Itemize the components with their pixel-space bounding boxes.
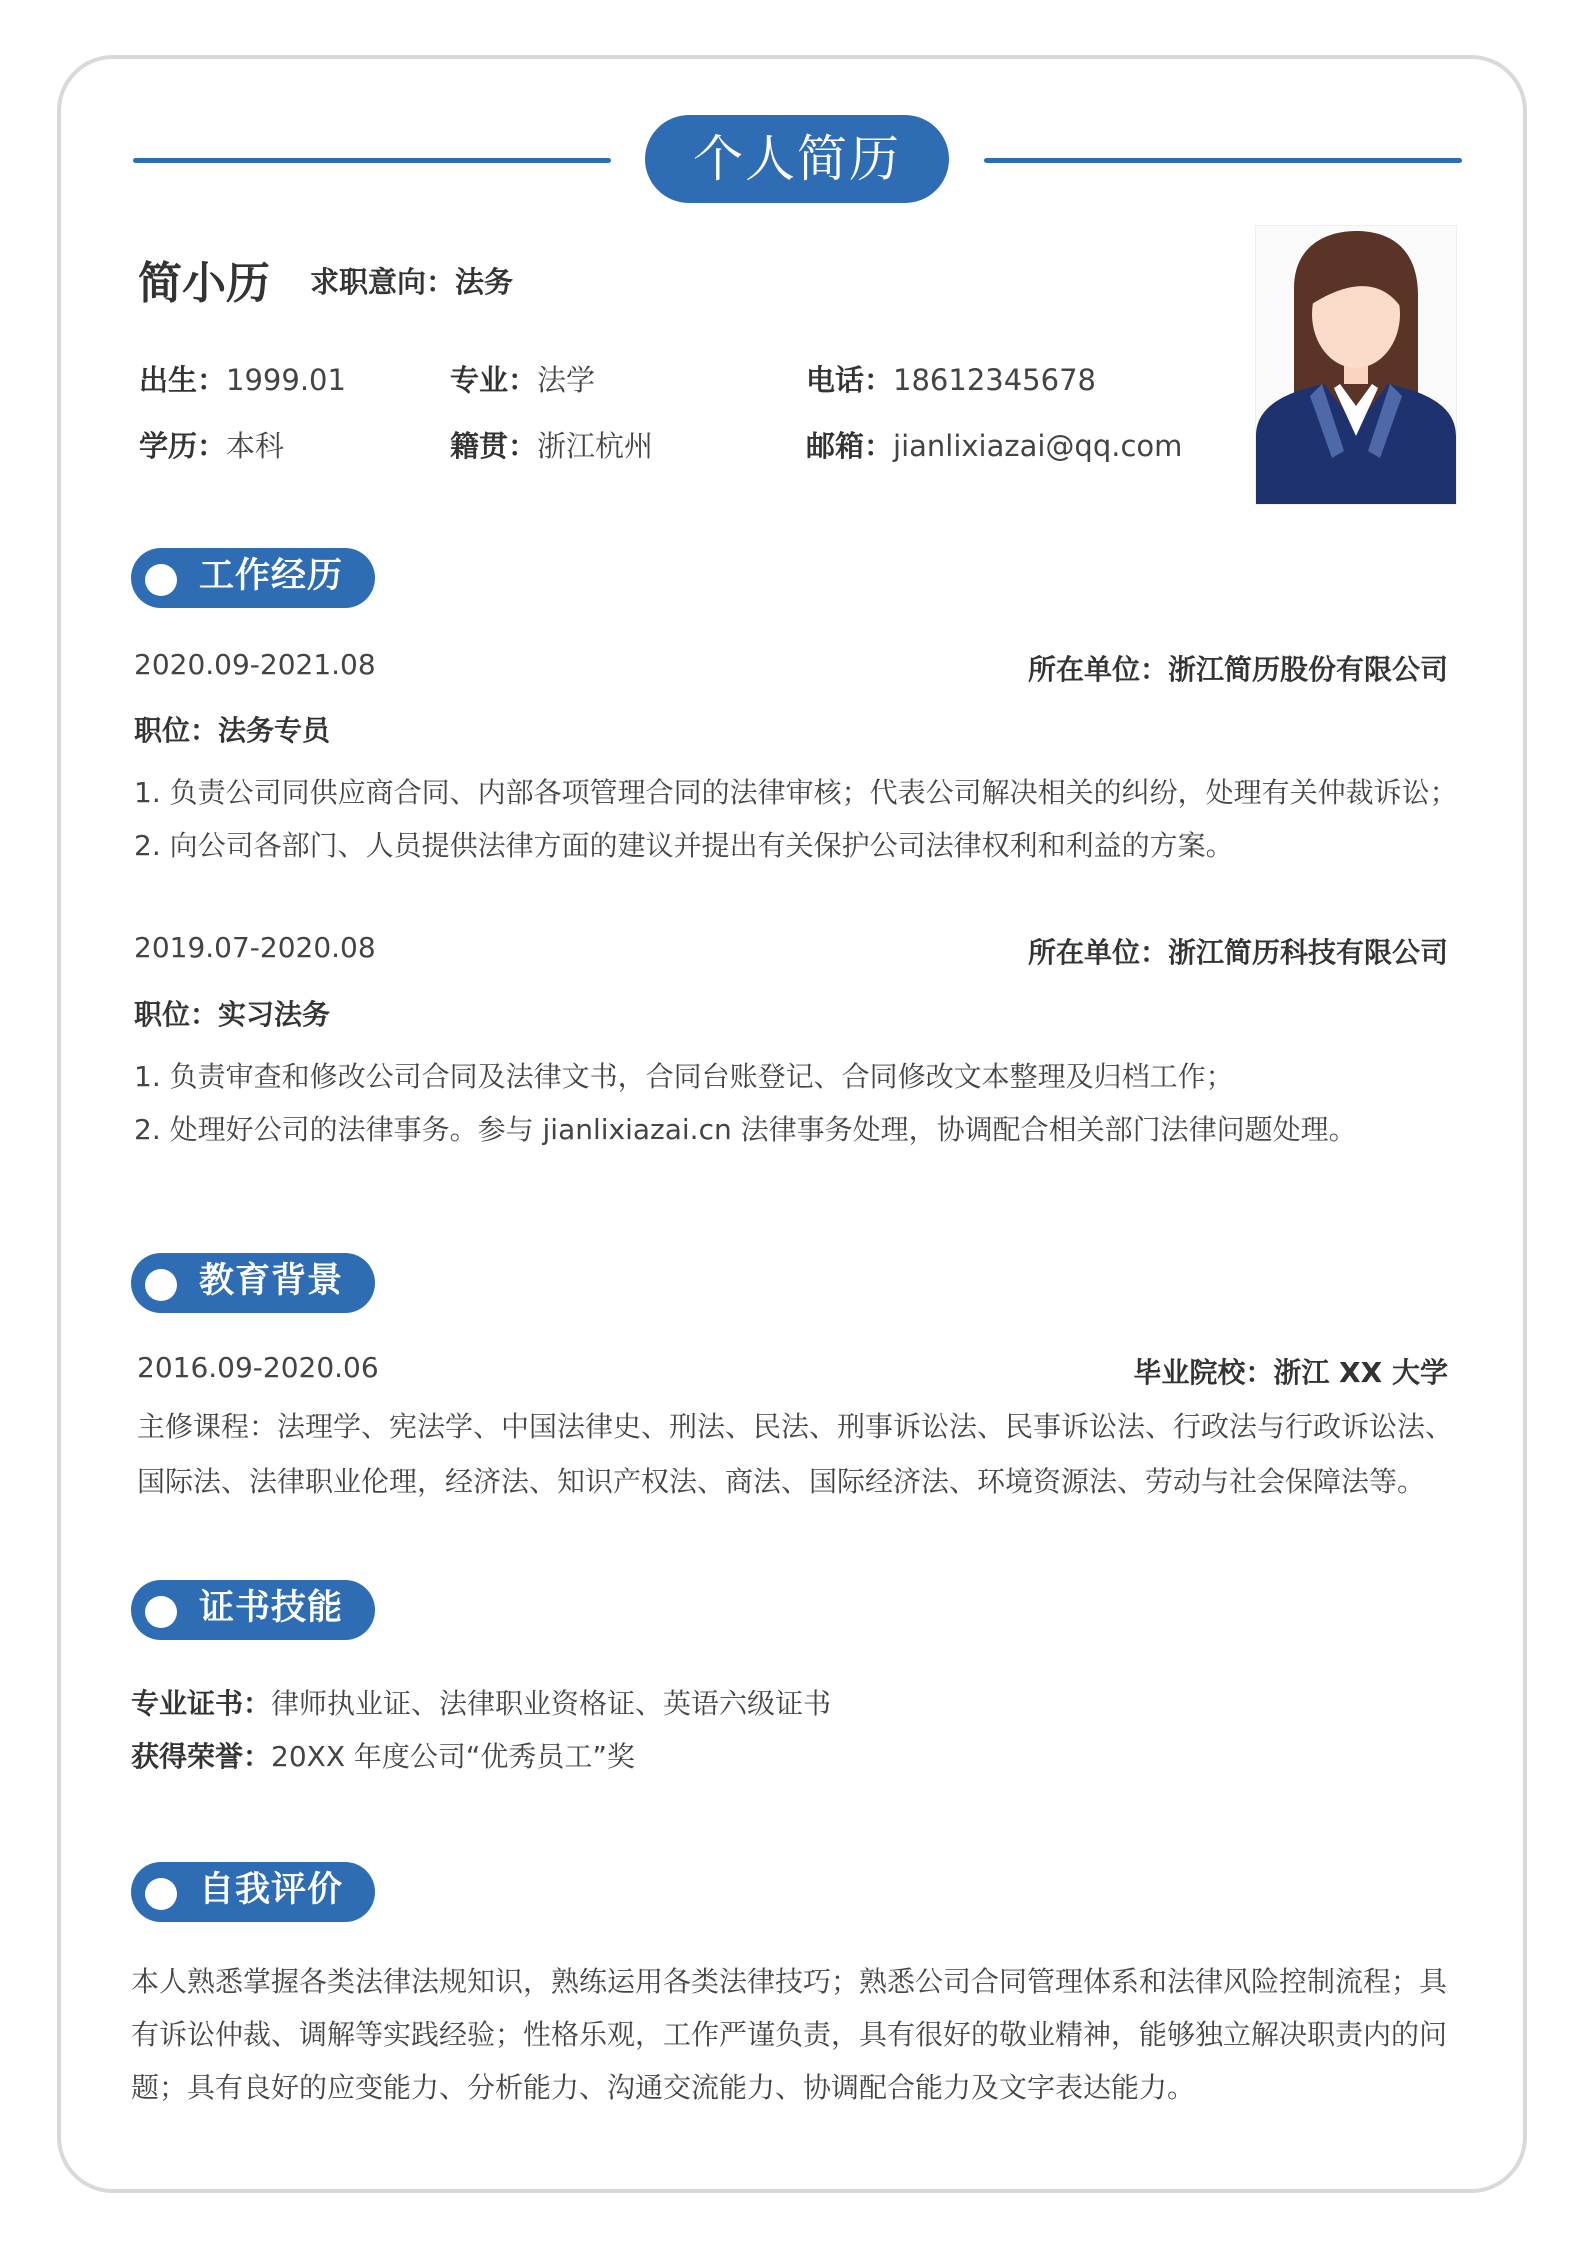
major-label: 专业： bbox=[450, 363, 538, 397]
section-bullet-icon bbox=[145, 1269, 177, 1301]
self-evaluation-line: 有诉讼仲裁、调解等实践经验；性格乐观，工作严谨负责，具有很好的敬业精神，能够独立解决职责内的问 bbox=[131, 2018, 1448, 2051]
work-position: 职位：法务专员 bbox=[134, 714, 331, 747]
email-info bbox=[806, 424, 1182, 465]
phone-value: 18612345678 bbox=[893, 363, 1096, 397]
self-evaluation-line: 题；具有良好的应变能力、分析能力、沟通交流能力、协调配合能力及文字表达能力。 bbox=[131, 2071, 1196, 2104]
certificates-value: 律师执业证、法律职业资格证、英语六级证书 bbox=[271, 1687, 832, 1720]
education-label: 学历： bbox=[139, 429, 227, 463]
work-duty: 2. 处理好公司的法律事务。参与 jianlixiazai.cn 法律事务处理，协调配合相关部门法律问题处理。 bbox=[134, 1113, 1357, 1146]
section-work bbox=[131, 548, 375, 608]
honors bbox=[131, 1735, 635, 1775]
section-self-evaluation bbox=[131, 1862, 375, 1922]
email-value: jianlixiazai@qq.com bbox=[893, 429, 1183, 463]
hometown-value: 浙江杭州 bbox=[537, 429, 654, 463]
honors-label: 获得荣誉： bbox=[131, 1740, 272, 1773]
education-info bbox=[139, 424, 284, 465]
section-bullet-icon bbox=[145, 564, 177, 596]
birth-info bbox=[139, 358, 346, 399]
section-bullet-icon bbox=[145, 1596, 177, 1628]
certificates-label: 专业证书： bbox=[131, 1687, 272, 1720]
avatar-illustration bbox=[1256, 226, 1456, 504]
page-title: 个人简历 bbox=[645, 115, 949, 203]
section-title: 自我评价 bbox=[199, 1870, 344, 1910]
education-value: 本科 bbox=[226, 429, 285, 463]
self-evaluation-line: 本人熟悉掌握各类法律法规知识，熟练运用各类法律技巧；熟悉公司合同管理体系和法律风险控制流程；具 bbox=[131, 1965, 1448, 1998]
title-divider-left bbox=[133, 158, 611, 163]
job-intent-label: 求职意向： bbox=[310, 265, 456, 299]
work-duty: 2. 向公司各部门、人员提供法律方面的建议并提出有关保护公司法律权利和利益的方案。 bbox=[134, 829, 1234, 862]
work-period: 2019.07-2020.08 bbox=[134, 931, 376, 964]
birth-value: 1999.01 bbox=[226, 363, 346, 397]
education-school: 毕业院校：浙江 XX 大学 bbox=[1133, 1356, 1448, 1389]
education-period: 2016.09-2020.06 bbox=[137, 1351, 379, 1384]
hometown-info bbox=[450, 424, 653, 465]
birth-label: 出生： bbox=[139, 363, 227, 397]
education-courses: 主修课程：法理学、宪法学、中国法律史、刑法、民法、刑事诉讼法、民事诉讼法、行政法与行政诉讼法、 bbox=[137, 1410, 1454, 1443]
section-title: 教育背景 bbox=[199, 1261, 344, 1301]
major-value: 法学 bbox=[537, 363, 596, 397]
hometown-label: 籍贯： bbox=[450, 429, 538, 463]
honors-value: 20XX 年度公司“优秀员工”奖 bbox=[271, 1740, 635, 1773]
work-duty: 1. 负责审查和修改公司合同及法律文书，合同台账登记、合同修改文本整理及归档工作； bbox=[134, 1060, 1234, 1093]
profile-photo bbox=[1255, 225, 1457, 505]
certificates bbox=[131, 1682, 831, 1722]
work-period: 2020.09-2021.08 bbox=[134, 648, 376, 681]
section-bullet-icon bbox=[145, 1878, 177, 1910]
section-title: 证书技能 bbox=[199, 1588, 344, 1628]
work-duty: 1. 负责公司同供应商合同、内部各项管理合同的法律审核；代表公司解决相关的纠纷，处理有关仲裁诉讼； bbox=[134, 776, 1458, 809]
education-courses: 国际法、法律职业伦理，经济法、知识产权法、商法、国际经济法、环境资源法、劳动与社会保障法等。 bbox=[137, 1465, 1426, 1498]
section-skills bbox=[131, 1580, 375, 1640]
work-company: 所在单位：浙江简历科技有限公司 bbox=[1027, 936, 1448, 969]
major-info bbox=[450, 358, 595, 399]
work-position: 职位：实习法务 bbox=[134, 998, 331, 1031]
phone-label: 电话： bbox=[806, 363, 894, 397]
email-label: 邮箱： bbox=[806, 429, 894, 463]
candidate-name: 简小历 bbox=[138, 258, 270, 309]
work-company: 所在单位：浙江简历股份有限公司 bbox=[1027, 653, 1448, 686]
phone-info bbox=[806, 358, 1096, 399]
job-intent-value: 法务 bbox=[455, 265, 514, 299]
job-intent bbox=[310, 260, 513, 301]
section-education bbox=[131, 1253, 375, 1313]
title-divider-right bbox=[984, 158, 1462, 163]
section-title: 工作经历 bbox=[199, 556, 344, 596]
